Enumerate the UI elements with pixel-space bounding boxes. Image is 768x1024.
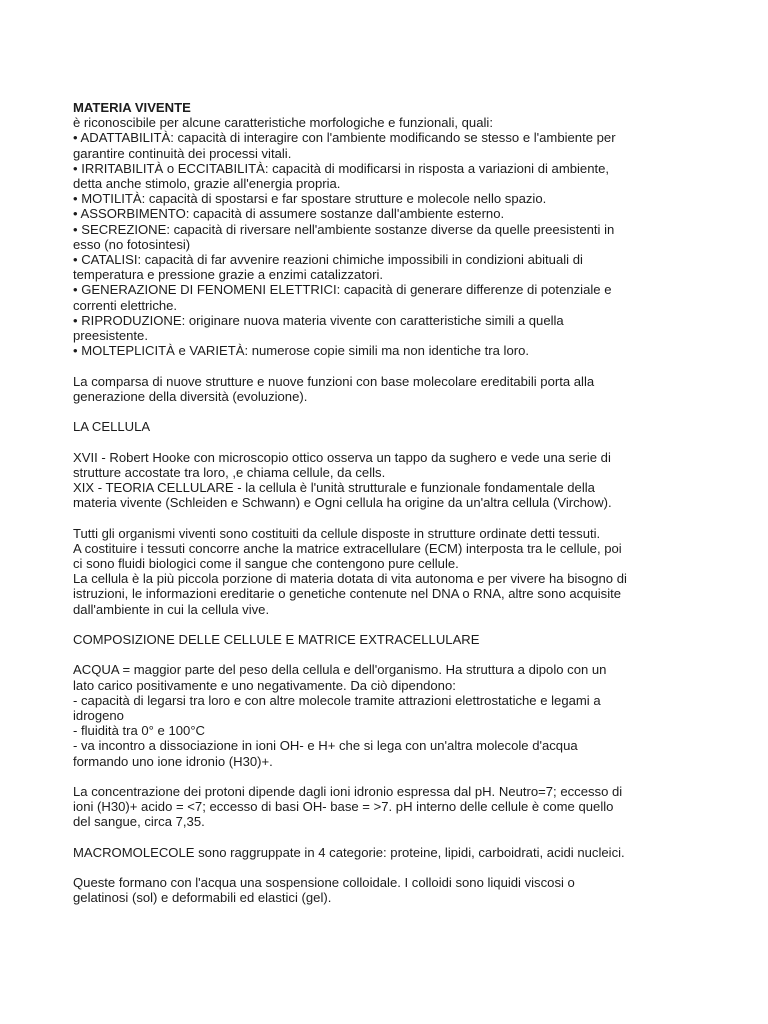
ecm-paragraph: A costituire i tessuti concorre anche la matrice extracellulare (ECM) interposta tra le cellule, poi ci sono fluidi biologici come il sangue che contengono pure cellule. xyxy=(73,540,622,572)
bullet-irritabilita: • IRRITABILITÀ o ECCITABILITÀ: capacità di modificarsi in risposta a variazioni di ambiente, detta anche stimolo, grazie all'energia propria. xyxy=(73,160,610,192)
bullet-molteplicita: • MOLTEPLICITÀ e VARIETÀ: numerose copie simili ma non identiche tra loro. xyxy=(73,343,530,359)
macromolecules-paragraph: MACROMOLECOLE sono raggruppate in 4 categorie: proteine, lipidi, carboidrati, acidi nucleici. xyxy=(73,844,625,860)
bullet-assorbimento: • ASSORBIMENTO: capacità di assumere sostanze dall'ambiente esterno. xyxy=(73,206,505,222)
smallest-unit-paragraph: La cellula è la più piccola porzione di materia dotata di vita autonoma e per vivere ha bisogno di istruzioni, le informazioni ereditarie o genetiche contenute nel DNA o RNA, altre sono acquisite dall'ambiente in cui la cellula vive. xyxy=(73,571,627,617)
tissues-paragraph: Tutti gli organismi viventi sono costituiti da cellule disposte in strutture ordinate detti tessuti. xyxy=(73,525,601,541)
document-page xyxy=(73,100,753,906)
bullet-fenomeni-elettrici: • GENERAZIONE DI FENOMENI ELETTRICI: capacità di generare differenze di potenziale e correnti elettriche. xyxy=(73,282,612,313)
paragraph-spacer xyxy=(73,510,753,525)
bullet-catalisi: • CATALISI: capacità di far avvenire reazioni chimiche impossibili in condizioni abituali di temperatura e pressione grazie a enzimi catalizzatori. xyxy=(73,252,583,283)
cell-heading: LA CELLULA xyxy=(73,419,151,435)
paragraph-spacer xyxy=(73,434,753,449)
water-dissociation-item: - va incontro a dissociazione in ioni OH- e H+ che si lega con un'altra molecole d'acqua formando uno ione idronio (H30)+. xyxy=(73,738,578,769)
paragraph-spacer xyxy=(73,647,753,662)
water-fluidity-item: - fluidità tra 0° e 100°C xyxy=(73,723,206,739)
bullet-secrezione: • SECREZIONE: capacità di riversare nell'ambiente sostanze diverse da quelle preesistenti in esso (no fotosintesi) xyxy=(73,221,615,252)
cell-theory-paragraph: XIX - TEORIA CELLULARE - la cellula è l'unità strutturale e funzionale fondamentale della materia vivente (Schleiden e Schwann) e Ogni cellula ha origine da un'altra cellula (Virchow). xyxy=(73,480,612,511)
ph-paragraph: La concentrazione dei protoni dipende dagli ioni idronio espressa dal pH. Neutro=7; eccesso di ioni (H30)+ acido = <7; eccesso di basi OH- base = >7. pH interno delle cellule è come quello del sangue, circa 7,35. xyxy=(73,784,623,830)
paragraph-spacer xyxy=(73,830,753,845)
water-bonds-item: - capacità di legarsi tra loro e con altre molecole tramite attrazioni elettrostatiche e legami a idrogeno xyxy=(73,692,601,724)
bullet-motilita: • MOTILITÀ: capacità di spostarsi e far spostare strutture e molecole nello spazio. xyxy=(73,191,547,207)
composition-heading: COMPOSIZIONE DELLE CELLULE E MATRICE EXTRACELLULARE xyxy=(73,632,480,648)
colloids-paragraph: Queste formano con l'acqua una sospensione colloidale. I colloidi sono liquidi viscosi o gelatinosi (sol) e deformabili ed elastici (gel). xyxy=(73,875,575,906)
intro-paragraph: è riconoscibile per alcune caratteristiche morfologiche e funzionali, quali: xyxy=(73,115,493,131)
water-paragraph: ACQUA = maggior parte del peso della cellula e dell'organismo. Ha struttura a dipolo con un lato carico positivamente e uno negativamente. Da ciò dipendono: xyxy=(73,662,607,693)
paragraph-spacer xyxy=(73,404,753,419)
paragraph-spacer xyxy=(73,860,753,875)
evolution-paragraph: La comparsa di nuove strutture e nuove funzioni con base molecolare ereditabili porta alla generazione della diversità (evoluzione). xyxy=(73,373,595,404)
paragraph-spacer xyxy=(73,769,753,784)
bullet-riproduzione: • RIPRODUZIONE: originare nuova materia vivente con caratteristiche simili a quella preesistente. xyxy=(73,312,564,344)
document-title: MATERIA VIVENTE xyxy=(73,100,191,115)
paragraph-spacer xyxy=(73,617,753,632)
paragraph-spacer xyxy=(73,358,753,373)
hooke-paragraph: XVII - Robert Hooke con microscopio ottico osserva un tappo da sughero e vede una serie di strutture accostate tra loro, ,e chiama cellule, da cells. xyxy=(73,449,611,480)
bullet-adattabilita: • ADATTABILITÀ: capacità di interagire con l'ambiente modificando se stesso e l'ambiente per garantire continuità dei processi vitali. xyxy=(73,130,616,161)
